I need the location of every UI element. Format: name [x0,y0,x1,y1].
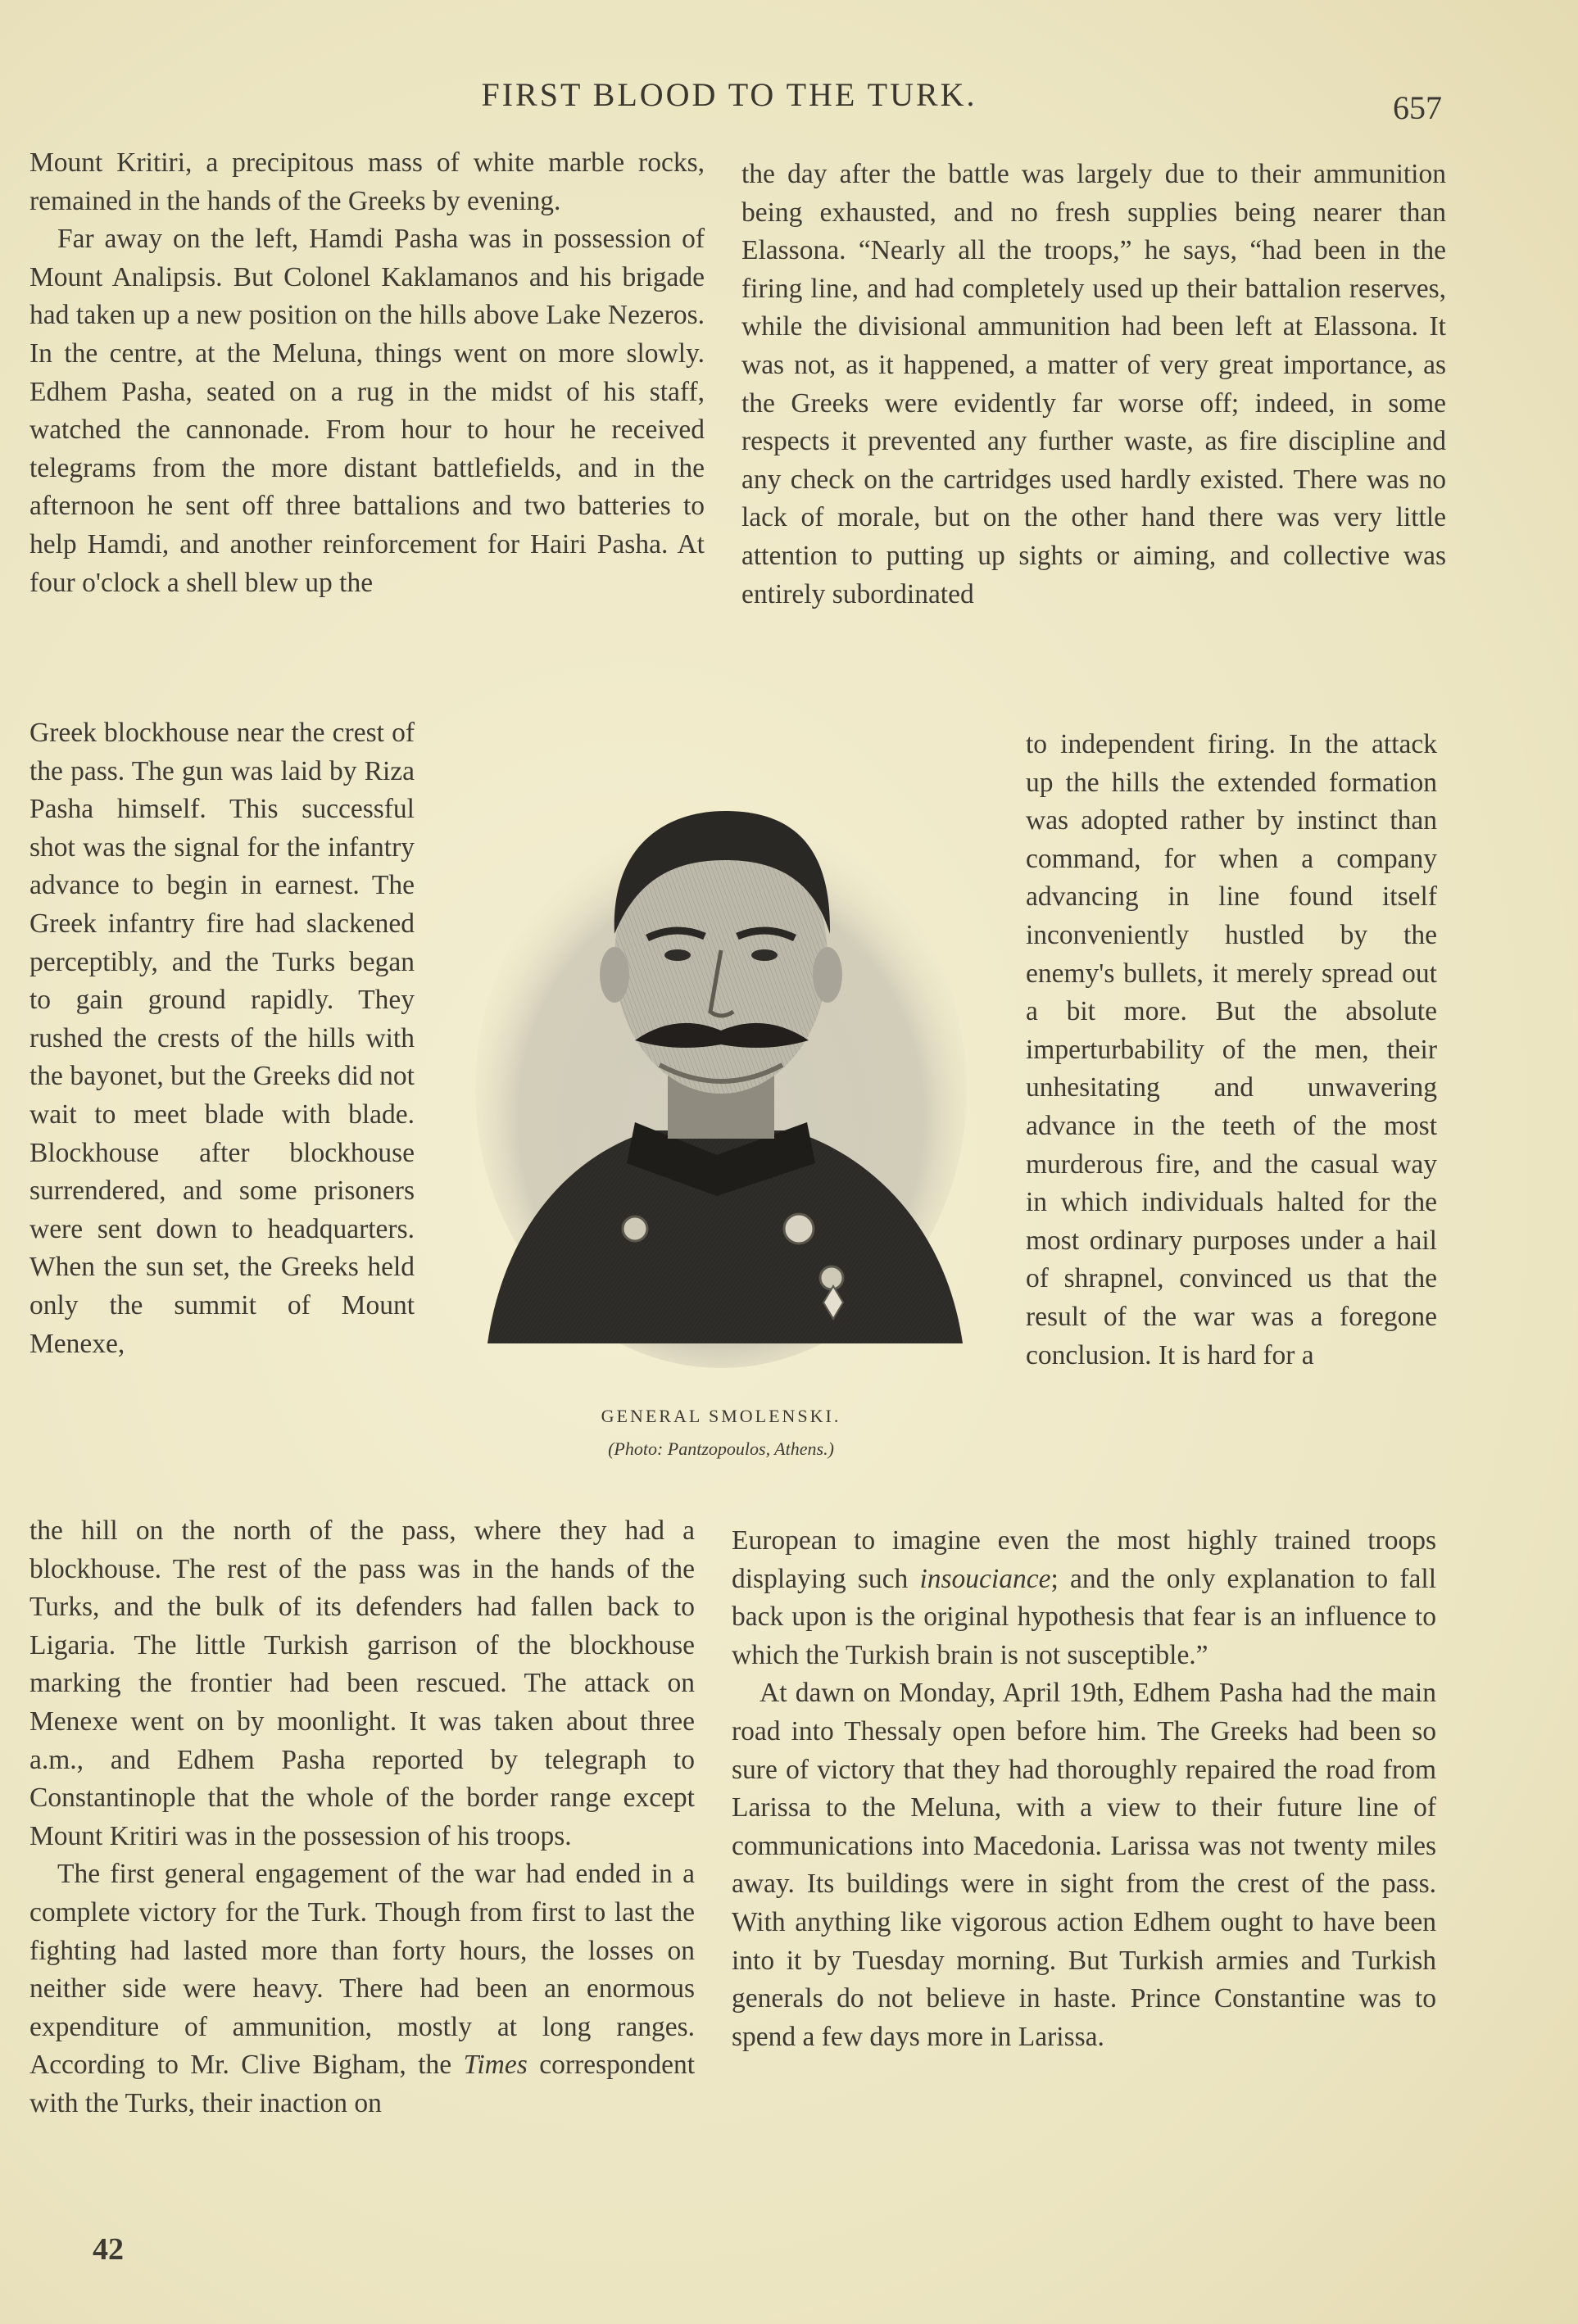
paragraph: Far away on the left, Hamdi Pasha was in possession of Mount Analipsis. But Colonel Kaklamanos and his brigade had taken up a new position on the hills above Lake Nezeros. In the centre, at the Meluna, things went on more slowly. Edhem Pasha, seated on a rug in the midst of his staff, watched the cannonade. From hour to hour he received telegrams from the more distant battlefields, and in the afternoon he sent off three battalions and two batteries to help Hamdi, and another reinforcement for Hairi Pasha. At four o'clock a shell blew up the [29,224,705,598]
portrait-engraving [471,770,971,1368]
figure-caption [471,1406,971,1460]
caption-name: GENERAL SMOLENSKI. [601,1406,841,1426]
left-column-top [29,144,705,602]
paragraph: At dawn on Monday, April 19th, Edhem Pasha had the main road into Thessaly open before him. The Greeks had been so sure of victory that they had thoroughly repaired the road from Larissa to the Meluna, with a view to their future line of communications into Macedonia. Larissa was not twenty miles away. Its buildings were in sight from the crest of the pass. With anything like vigorous action Edhem ought to have been into it by Tuesday morning. But Turkish armies and Turkish generals do not believe in haste. Prince Constantine was to spend a few days more in Larissa. [732,1678,1436,2052]
right-column-middle [1026,726,1437,1375]
paragraph: Mount Kritiri, a precipitous mass of white marble rocks, remained in the hands of the Greeks by evening. [29,147,705,216]
page-number: 657 [1393,89,1442,126]
newspaper-title: Times [463,2050,528,2081]
paragraph [29,1855,695,2122]
caption-credit: (Photo: Pantzopoulos, Athens.) [608,1438,834,1459]
left-column-bottom [29,1512,695,2123]
paragraph-text: European to imagine even the most highly trained troops displaying such [732,1525,1436,1594]
left-column-middle [29,714,415,1363]
paragraph: the day after the battle was largely due to their ammunition being exhausted, and no fresh supplies being nearer than Elassona. “Nearly all the troops,” he says, “had been in the firing line, and had completely used up their battalion reserves, while the divisional ammunition had been left at Elassona. It was not, as it happened, a matter of very great importance, as the Greeks were evidently far worse off; indeed, in some respects it prevented any further waste, as fire discipline and any check on the cartridges used hardly existed. There was no lack of morale, but on the other hand there was very little attention to putting up sights or aiming, and collective was entirely subordinated [741,159,1446,609]
right-column-top [741,156,1446,614]
italic-word: insouciance [919,1563,1051,1594]
right-column-bottom [732,1522,1436,2056]
paragraph: to independent firing. In the attack up the hills the extended formation was adopted rather by instinct than command, for when a company advancing in line found itself inconveniently hustled by the enemy's bullets, it merely spread out a bit more. But the absolute imperturbability of the men, their unhesitating and unwavering advance in the teeth of the most murderous fire, and the casual way in which individuals halted for the most ordinary purposes under a hail of shrapnel, convinced us that the result of the war was a foregone conclusion. It is hard for a [1026,729,1437,1370]
paragraph-text: correspondent with the Turks, their inaction on [29,2050,695,2118]
paragraph-text: ; and the only explanation to fall back upon is the original hypothesis that fear is an influence to which the Turkish brain is not susceptible.” [732,1563,1436,1670]
paragraph [732,1522,1436,1674]
running-title: FIRST BLOOD TO THE TURK. [481,76,977,113]
paragraph-text: The first general engagement of the war had ended in a complete victory for the Turk. Though from first to last the fighting had lasted more than forty hours, the losses on neither side were heavy. There had been an enormous expenditure of ammunition, mostly at long ranges. According to Mr. Clive Bigham, the [29,1859,695,2081]
signature-mark: 42 [93,2232,124,2267]
paragraph: Greek blockhouse near the crest of the pass. The gun was laid by Riza Pasha himself. This successful shot was the signal for the infantry advance to begin in earnest. The Greek infantry fire had slackened perceptibly, and the Turks began to gain ground rapidly. They rushed the crests of the hills with the bayonet, but the Greeks did not wait to meet blade with blade. Blockhouse after blockhouse surrendered, and some prisoners were sent down to headquarters. When the sun set, the Greeks held only the summit of Mount Menexe, [29,718,415,1359]
paragraph: the hill on the north of the pass, where they had a blockhouse. The rest of the pass was in the hands of the Turks, and the bulk of its defenders had fallen back to Ligaria. The little Turkish garrison of the blockhouse marking the frontier had been rescued. The attack on Menexe went on by moonlight. It was taken about three a.m., and Edhem Pasha reported by telegraph to Constantinople that the whole of the border range except Mount Kritiri was in the possession of his troops. [29,1515,695,1851]
